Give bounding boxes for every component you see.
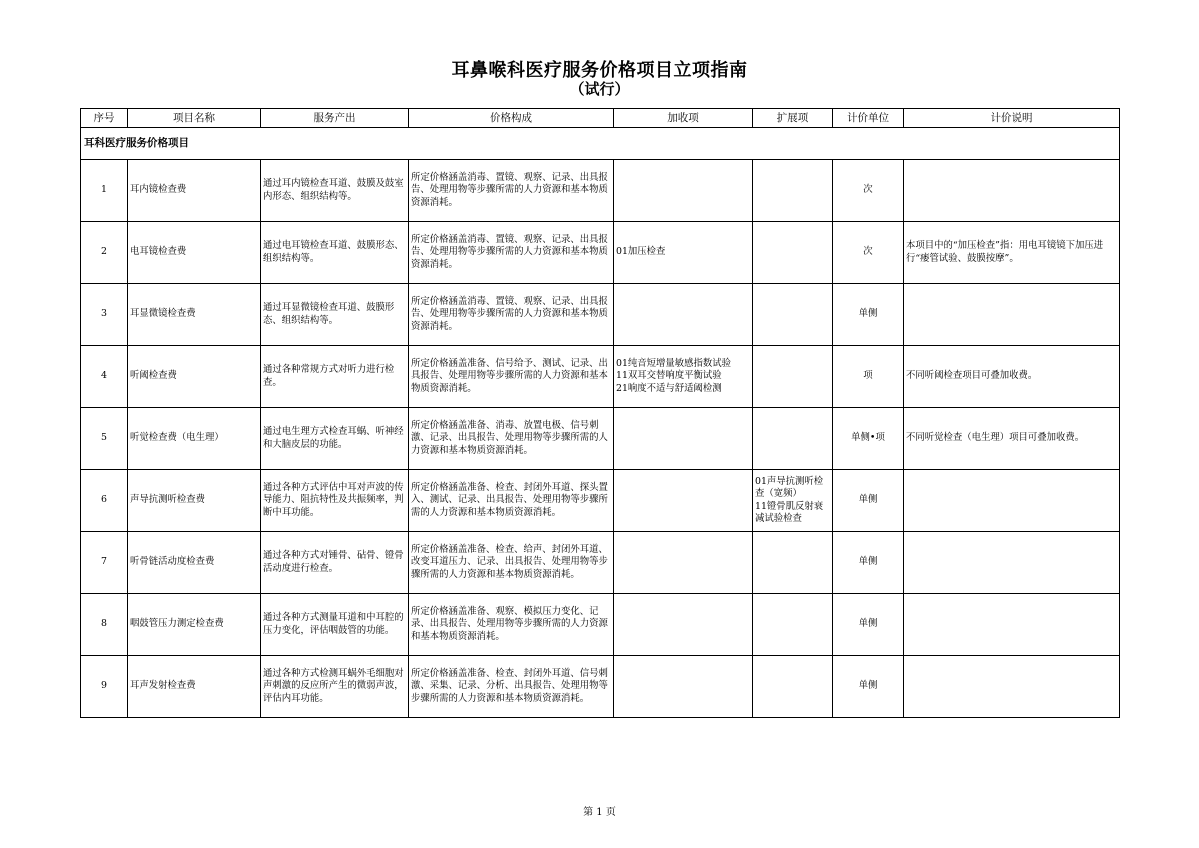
cell-name: 听骨链活动度检查费 [128,532,261,594]
table-row [81,532,1120,594]
cell-note: 不同听觉检查（电生理）项目可叠加收费。 [904,408,1120,470]
document-subtitle: （试行） [569,80,630,98]
cell-unit: 次 [833,160,904,222]
cell-no: 2 [81,222,128,284]
cell-name: 耳内镜检查费 [128,160,261,222]
cell-surcharge: 01加压检查 [614,222,753,284]
cell-output: 通过各种方式检测耳蜗外毛细胞对声刺激的反应所产生的微弱声波，评估内耳功能。 [261,656,409,718]
cell-surcharge [614,594,753,656]
cell-no: 1 [81,160,128,222]
cell-name: 听觉检查费（电生理） [128,408,261,470]
header-output: 服务产出 [261,109,409,128]
cell-extension [753,222,833,284]
cell-output: 通过耳内镜检查耳道、鼓膜及鼓室内形态、组织结构等。 [261,160,409,222]
cell-name: 耳显微镜检查费 [128,284,261,346]
cell-price-composition: 所定价格涵盖消毒、置镜、观察、记录、出具报告、处理用物等步骤所需的人力资源和基本物质资源消耗。 [409,222,614,284]
cell-price-composition: 所定价格涵盖准备、消毒、放置电极、信号刺激、记录、出具报告、处理用物等步骤所需的人力资源和基本物质资源消耗。 [409,408,614,470]
document-title: 耳鼻喉科医疗服务价格项目立项指南 [451,60,748,81]
cell-no: 4 [81,346,128,408]
price-items-table [80,108,1120,718]
cell-price-composition: 所定价格涵盖准备、检查、给声、封闭外耳道、改变耳道压力、记录、出具报告、处理用物等步骤所需的人力资源和基本物质资源消耗。 [409,532,614,594]
header-unit: 计价单位 [833,109,904,128]
table-row [81,160,1120,222]
cell-extension: 01声导抗测听检查（宽频） 11镫骨肌反射衰减试验检查 [753,470,833,532]
cell-surcharge [614,408,753,470]
cell-note [904,656,1120,718]
cell-unit: 单侧 [833,284,904,346]
cell-surcharge [614,656,753,718]
cell-unit: 项 [833,346,904,408]
cell-surcharge: 01纯音短增量敏感指数试验 11双耳交替响度平衡试验 21响度不适与舒适阈检测 [614,346,753,408]
cell-no: 3 [81,284,128,346]
header-no: 序号 [81,109,128,128]
cell-extension [753,594,833,656]
cell-note [904,594,1120,656]
cell-note [904,532,1120,594]
table-row [81,656,1120,718]
section-row [81,128,1120,160]
cell-output: 通过电耳镜检查耳道、鼓膜形态、组织结构等。 [261,222,409,284]
cell-note [904,470,1120,532]
cell-unit: 单侧 [833,594,904,656]
cell-price-composition: 所定价格涵盖准备、检查、封闭外耳道、信号刺激、采集、记录、分析、出具报告、处理用物等步骤所需的人力资源和基本物质资源消耗。 [409,656,614,718]
cell-note [904,284,1120,346]
table-row [81,408,1120,470]
cell-output: 通过各种常规方式对听力进行检查。 [261,346,409,408]
cell-extension [753,532,833,594]
cell-surcharge [614,160,753,222]
cell-note: 不同听阈检查项目可叠加收费。 [904,346,1120,408]
cell-unit: 单侧 [833,470,904,532]
table-header-row [81,109,1120,128]
cell-extension [753,656,833,718]
header-note: 计价说明 [904,109,1120,128]
cell-price-composition: 所定价格涵盖准备、信号给予、测试、记录、出具报告、处理用物等步骤所需的人力资源和基本物质资源消耗。 [409,346,614,408]
cell-unit: 单侧 [833,532,904,594]
cell-price-composition: 所定价格涵盖准备、观察、模拟压力变化、记录、出具报告、处理用物等步骤所需的人力资源和基本物质资源消耗。 [409,594,614,656]
cell-output: 通过各种方式对锤骨、砧骨、镫骨活动度进行检查。 [261,532,409,594]
cell-output: 通过各种方式评估中耳对声波的传导能力、阻抗特性及共振频率，判断中耳功能。 [261,470,409,532]
cell-extension [753,160,833,222]
cell-name: 耳声发射检查费 [128,656,261,718]
cell-no: 9 [81,656,128,718]
cell-no: 5 [81,408,128,470]
cell-name: 电耳镜检查费 [128,222,261,284]
cell-no: 7 [81,532,128,594]
cell-output: 通过耳显微镜检查耳道、鼓膜形态、组织结构等。 [261,284,409,346]
cell-surcharge [614,470,753,532]
header-price-composition: 价格构成 [409,109,614,128]
cell-price-composition: 所定价格涵盖消毒、置镜、观察、记录、出具报告、处理用物等步骤所需的人力资源和基本物质资源消耗。 [409,160,614,222]
cell-unit: 单侧 [833,656,904,718]
cell-unit: 次 [833,222,904,284]
table-row [81,470,1120,532]
page-number: 第 1 页 [583,807,616,818]
table-row [81,222,1120,284]
table-row [81,346,1120,408]
cell-extension [753,284,833,346]
cell-extension [753,346,833,408]
cell-extension [753,408,833,470]
header-extension: 扩展项 [753,109,833,128]
cell-output: 通过各种方式测量耳道和中耳腔的压力变化，评估咽鼓管的功能。 [261,594,409,656]
header-name: 项目名称 [128,109,261,128]
cell-name: 咽鼓管压力测定检查费 [128,594,261,656]
cell-name: 声导抗测听检查费 [128,470,261,532]
cell-unit: 单侧•项 [833,408,904,470]
cell-note [904,160,1120,222]
cell-price-composition: 所定价格涵盖消毒、置镜、观察、记录、出具报告、处理用物等步骤所需的人力资源和基本物质资源消耗。 [409,284,614,346]
cell-name: 听阈检查费 [128,346,261,408]
cell-no: 8 [81,594,128,656]
table-row [81,594,1120,656]
table-row [81,284,1120,346]
section-title: 耳科医疗服务价格项目 [81,128,1120,160]
cell-price-composition: 所定价格涵盖准备、检查、封闭外耳道、探头置入、测试、记录、出具报告、处理用物等步骤所需的人力资源和基本物质资源消耗。 [409,470,614,532]
cell-surcharge [614,532,753,594]
cell-surcharge [614,284,753,346]
cell-output: 通过电生理方式检查耳蜗、听神经和大脑皮层的功能。 [261,408,409,470]
header-surcharge: 加收项 [614,109,753,128]
cell-note: 本项目中的“加压检查”指：用电耳镜镜下加压进行“瘘管试验、鼓膜按摩”。 [904,222,1120,284]
cell-no: 6 [81,470,128,532]
